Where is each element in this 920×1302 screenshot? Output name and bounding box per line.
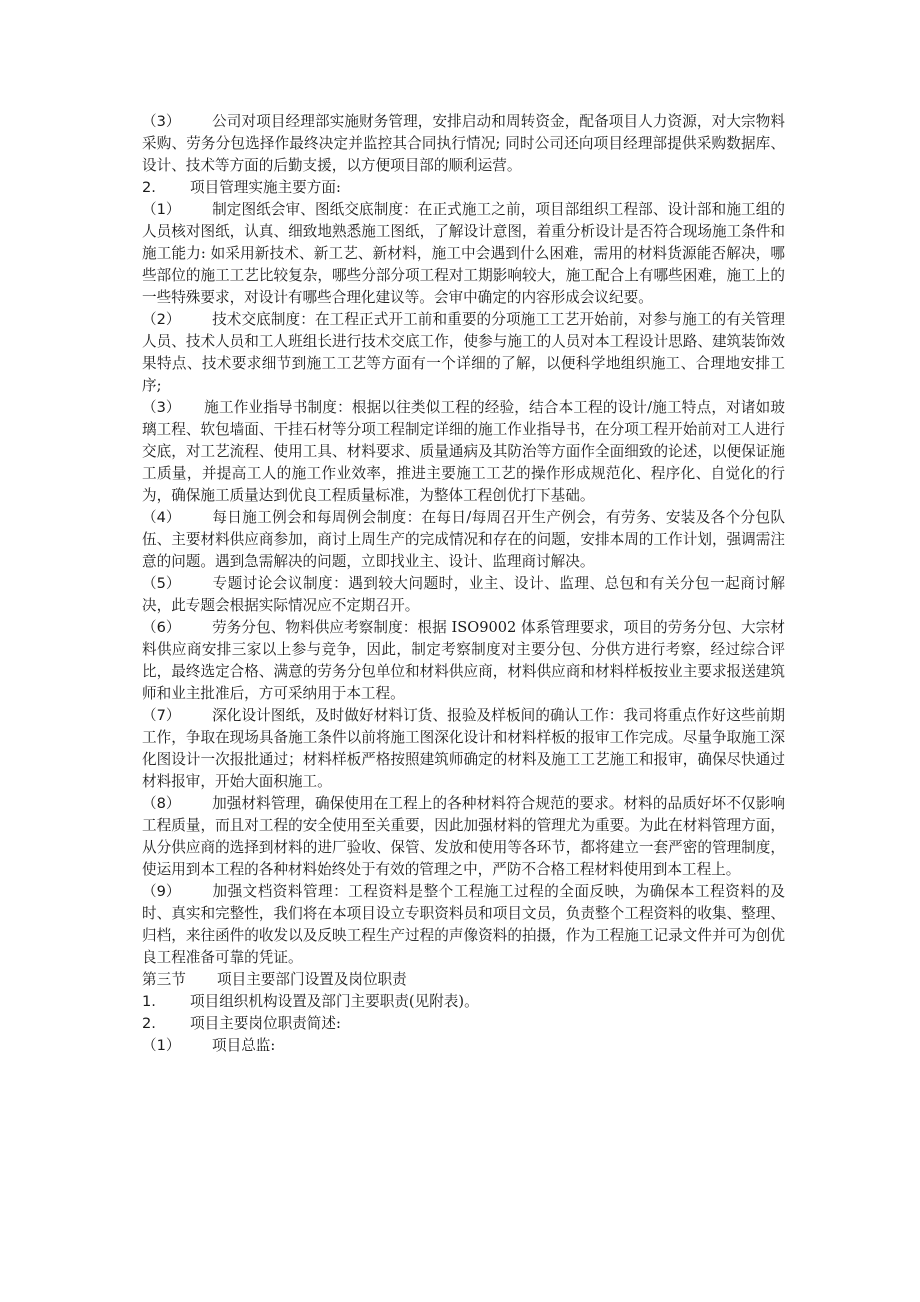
item-number: （6） <box>142 619 181 636</box>
item-number: （7） <box>142 707 181 724</box>
paragraph-text: 专题讨论会议制度：遇到较大问题时，业主、设计、监理、总包和有关分包一起商讨解决，此专题会根据实际情况应不定期召开。 <box>142 575 785 614</box>
document-body <box>142 111 785 1057</box>
section-heading <box>142 969 785 991</box>
item-number: （1） <box>142 201 181 218</box>
paragraph-text: 公司对项目经理部实施财务管理，安排启动和周转资金，配备项目人力资源，对大宗物料采购、劳务分包选择作最终决定并监控其合同执行情况; 同时公司还向项目经理部提供采购数据库、设计、技术等方面的后勤支援，以方便项目部的顺利运营。 <box>142 113 785 174</box>
item-number: 2. <box>142 1015 156 1032</box>
item-number: （3） <box>142 399 181 416</box>
paragraph-subcontract-inspection <box>142 617 785 705</box>
paragraph-company-finance <box>142 111 785 177</box>
paragraph-technical-briefing <box>142 309 785 397</box>
paragraph-text: 加强文档资料管理：工程资料是整个工程施工过程的全面反映，为确保本工程资料的及时、真实和完整性，我们将在本项目设立专职资料员和项目文员，负责整个工程资料的收集、整理、归档，来往函件的收发以及反映工程生产过程的声像资料的拍摄，作为工程施工记录文件并可为创优良工程准备可靠的凭证。 <box>142 883 785 966</box>
paragraph-text: 劳务分包、物料供应考察制度：根据 ISO9002 体系管理要求，项目的劳务分包、大宗材料供应商安排三家以上参与竞争，因此，制定考察制度对主要分包、分供方进行考察，经过综合评比，最终选定合格、满意的劳务分包单位和材料供应商，材料供应商和材料样板按业主要求报送建筑师和业主批准后，方可采纳用于本工程。 <box>142 619 785 702</box>
paragraph-text: 施工作业指导书制度：根据以往类似工程的经验，结合本工程的设计/施工特点，对诸如玻璃工程、软包墙面、干挂石材等分项工程制定详细的施工作业指导书，在分项工程开始前对工人进行交底，对工艺流程、使用工具、材料要求、质量通病及其防治等方面作全面细致的论述，以便保证施工质量，并提高工人的施工作业效率，推进主要施工工艺的操作形成规范化、程序化、自觉化的行为，确保施工质量达到优良工程质量标准，为整体工程创优打下基础。 <box>142 399 785 504</box>
paragraph-drawing-review <box>142 199 785 309</box>
heading-management-aspects <box>142 177 785 199</box>
paragraph-text: 加强材料管理，确保使用在工程上的各种材料符合规范的要求。材料的品质好坏不仅影响工程质量，而且对工程的安全使用至关重要，因此加强材料的管理尤为重要。为此在材料管理方面，从分供应商的选择到材料的进厂验收、保管、发放和使用等各环节，都将建立一套严密的管理制度，使运用到本工程的各种材料始终处于有效的管理之中，严防不合格工程材料使用到本工程上。 <box>142 795 785 878</box>
paragraph-material-management <box>142 793 785 881</box>
paragraph-work-instructions <box>142 397 785 507</box>
paragraph-text: 制定图纸会审、图纸交底制度：在正式施工之前，项目部组织工程部、设计部和施工组的人员核对图纸，认真、细致地熟悉施工图纸，了解设计意图，着重分析设计是否符合现场施工条件和施工能力: 如采用新技术、新工艺、新材料，施工中会遇到什么困难，需用的材料货源能否解决，哪些部位的施工工艺比较复杂，哪些分部分项工程对工期影响较大，施工配合上有哪些困难，施工上的一些特殊要求，对设计有哪些合理化建议等。会审中确定的内容形成会议纪要。 <box>142 201 785 306</box>
item-number: （2） <box>142 311 181 328</box>
paragraph-text: 每日施工例会和每周例会制度：在每日/每周召开生产例会，有劳务、安装及各个分包队伍、主要材料供应商参加，商讨上周生产的完成情况和存在的问题，安排本周的工作计划，强调需注意的问题。遇到急需解决的问题，立即找业主、设计、监理商讨解决。 <box>142 509 785 570</box>
paragraph-text: 项目管理实施主要方面: <box>190 179 341 196</box>
item-number: （4） <box>142 509 181 526</box>
section-title: 项目主要部门设置及岗位职责 <box>217 971 407 988</box>
paragraph-daily-meetings <box>142 507 785 573</box>
item-number: 2. <box>142 179 156 196</box>
paragraph-special-meetings <box>142 573 785 617</box>
paragraph-text: 项目总监: <box>212 1037 276 1054</box>
item-number: 1. <box>142 993 156 1010</box>
paragraph-text: 项目主要岗位职责简述: <box>190 1015 341 1032</box>
paragraph-detailed-design <box>142 705 785 793</box>
item-number: （9） <box>142 883 181 900</box>
item-number: （5） <box>142 575 181 592</box>
paragraph-text: 技术交底制度：在工程正式开工前和重要的分项施工工艺开始前，对参与施工的有关管理人员、技术人员和工人班组长进行技术交底工作，使参与施工的人员对本工程设计思路、建筑装饰效果特点、技术要求细节到施工工艺等方面有一个详细的了解，以便科学地组织施工、合理地安排工序; <box>142 311 785 394</box>
item-number: （1） <box>142 1037 181 1054</box>
paragraph-document-management <box>142 881 785 969</box>
paragraph-text: 项目组织机构设置及部门主要职责(见附表)。 <box>190 993 479 1010</box>
section-number: 第三节 <box>142 971 186 988</box>
item-number: （8） <box>142 795 181 812</box>
item-position-duties <box>142 1013 785 1035</box>
item-org-structure <box>142 991 785 1013</box>
item-project-director <box>142 1035 785 1057</box>
item-number: （3） <box>142 113 181 130</box>
paragraph-text: 深化设计图纸，及时做好材料订货、报验及样板间的确认工作：我司将重点作好这些前期工作，争取在现场具备施工条件以前将施工图深化设计和材料样板的报审工作完成。尽量争取施工深化图设计一次报批通过；材料样板严格按照建筑师确定的材料及施工工艺施工和报审，确保尽快通过材料报审，开始大面积施工。 <box>142 707 785 790</box>
